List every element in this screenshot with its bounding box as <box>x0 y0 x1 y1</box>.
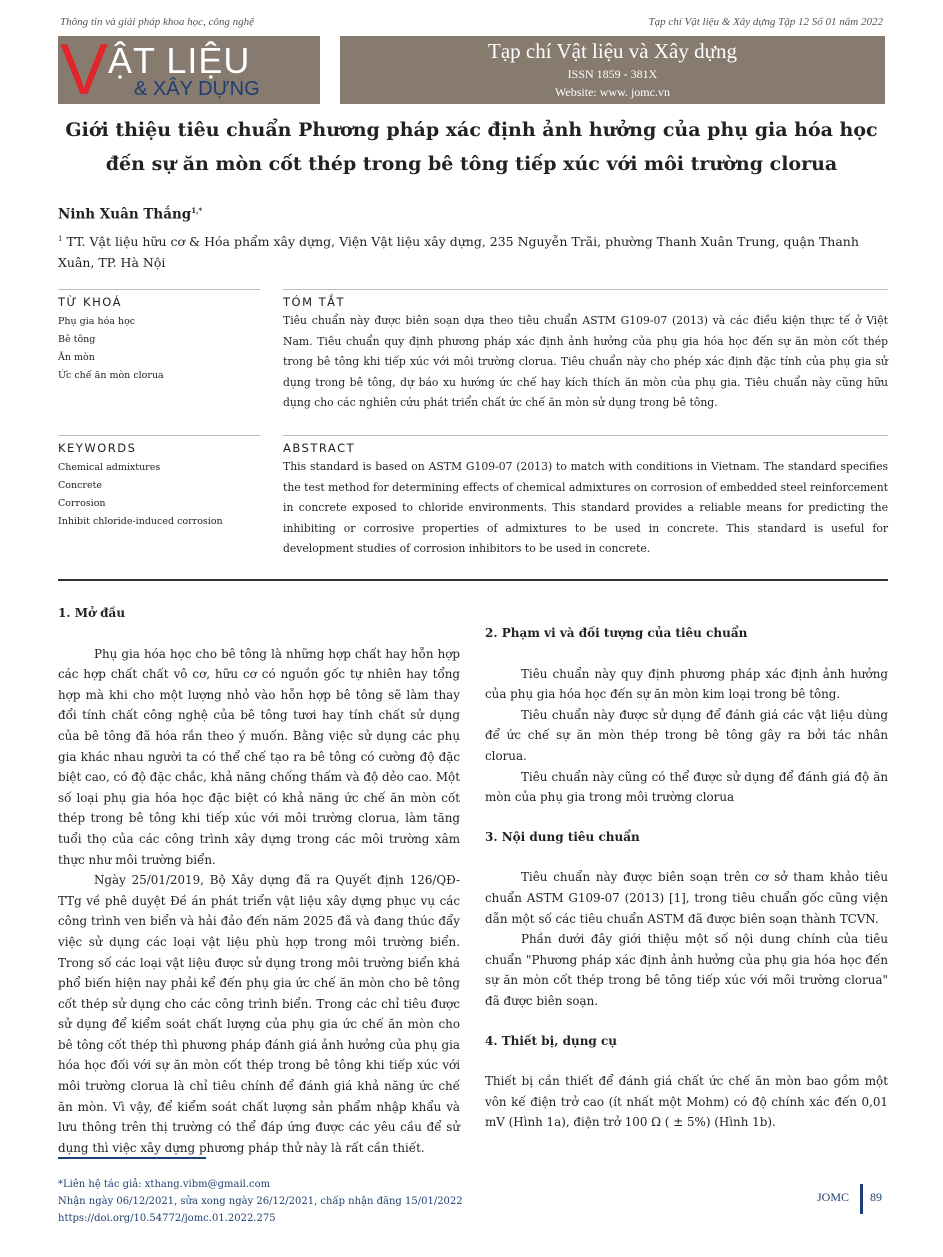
paragraph: Tiêu chuẩn này được biên soạn trên cơ sở tham khảo tiêu chuẩn ASTM G109-07 (2013) [1], trong tiêu chuẩn gốc cũng viện dẫn một số các tiêu chuẩn ASTM đã được biên soạn thành TCVN. <box>485 870 888 926</box>
paragraph: Ngày 25/01/2019, Bộ Xây dựng đã ra Quyết định 126/QĐ-TTg về phê duyệt Đề án phát triển vật liệu xây dựng phục vụ các công trình ven biển và hải đảo đến năm 2025 đã và đang thúc đẩy việc sử dụng các loại vật liệu phù hợp trong môi trường biển. Trong số các loại vật liệu được sử dụng trong môi trường biển khá phổ biến hiện nay phải kể đến phụ gia ức chế ăn mòn cho bê tông cốt thép sử dụng cho các công trình biển. Trong các chỉ tiêu được sử dụng để kiểm soát chất lượng của phụ gia ức chế ăn mòn cho bê tông cốt thép thì phương pháp đánh giá ảnh hưởng của phụ gia hóa học đối với sự ăn mòn cốt thép trong bê tông khi tiếp xúc với môi trường clorua là chỉ tiêu chính để đánh giá khả năng ức chế ăn mòn. Vì vậy, để kiểm soát chất lượng sản phẩm nhập khẩu và lưu thông trên thị trường có thể đáp ứng được các yêu cầu để sử dụng thì việc xây dựng phương pháp thử này là rất cần thiết. <box>58 873 460 1155</box>
summary-en-text: This standard is based on ASTM G109-07 (2013) to match with conditions in Vietnam. The standard specifies the test method for determining effects of chemical admixtures on corrosion of embedded steel reinforcement in concrete exposed to chloride environments. This standard provides a reliable means for predicting the inhibiting or corrosive properties of admixtures to be used in concrete. This standard is useful for development studies of corrosion inhibitors to be used in concrete. <box>283 460 888 555</box>
title-line-1: Giới thiệu tiêu chuẩn Phương pháp xác định ảnh hưởng của phụ gia hóa học <box>65 119 878 141</box>
title-line-2: đến sự ăn mòn cốt thép trong bê tông tiếp xúc với môi trường clorua <box>105 153 838 175</box>
keyword: Corrosion <box>58 498 106 509</box>
footnote-rule <box>58 1157 206 1159</box>
footnotes <box>58 1176 463 1227</box>
header-left-note: Thông tin và giải pháp khoa học, công nghệ <box>60 16 255 28</box>
keyword: Bê tông <box>58 334 96 345</box>
section-3-heading: 3. Nội dung tiêu chuẩn <box>485 829 640 844</box>
journal-banner <box>340 36 885 104</box>
affiliation-sup: 1 <box>58 235 63 243</box>
keyword: Inhibit chloride-induced corrosion <box>58 516 223 527</box>
journal-issn: ISSN 1859 - 381X <box>567 67 658 81</box>
section-1-heading: 1. Mở đầu <box>58 606 126 620</box>
left-column <box>58 603 460 1158</box>
doi-link[interactable]: https://doi.org/10.54772/jomc.01.2022.275 <box>58 1213 276 1224</box>
keyword: Concrete <box>58 480 103 491</box>
footer-divider <box>860 1184 863 1214</box>
keyword: Chemical admixtures <box>58 462 161 473</box>
keywords-en-heading: KEYWORDS <box>58 435 260 455</box>
section-divider <box>58 579 888 581</box>
logo-sub: & XÂY DỰNG <box>134 78 260 100</box>
summary-en <box>283 435 888 560</box>
journal-logo <box>58 30 320 110</box>
paragraph: Thiết bị cần thiết để đánh giá chất ức chế ăn mòn bao gồm một vôn kế điện trở cao (ít nhất một Mohm) có độ chính xác đến 0,01 mV (Hình 1a), điện trở 100 Ω ( ± 5%) (Hình 1b). <box>485 1074 888 1130</box>
summary-vi <box>283 289 888 414</box>
keyword: Ức chế ăn mòn clorua <box>58 370 164 381</box>
article-title <box>40 113 903 181</box>
journal-name: Tạp chí Vật liệu và Xây dựng <box>488 39 737 63</box>
logo-main: ẬT LIỆU <box>108 40 251 81</box>
author <box>58 206 202 223</box>
paragraph: Phụ gia hóa học cho bê tông là những hợp chất hay hỗn hợp các hợp chất chất vô cơ, hữu cơ có nguồn gốc tự nhiên hay tổng hợp mà khi cho một lượng nhỏ vào hỗn hợp bê tông sẽ làm thay đổi tính chất công nghệ của bê tông tươi hay tính chất sử dụng của bê tông đã hóa rắn theo ý muốn. Bằng việc sử dụng các phụ gia khác nhau người ta có thể chế tạo ra bê tông có cường độ đặc biệt cao, có độ đặc chắc, khả năng chống thấm và độ dẻo cao. Một số loại phụ gia hóa học đặc biệt có khả năng ức chế ăn mòn cốt thép trong bê tông khi tiếp xúc với môi trường clorua, làm tăng tuổi thọ của các công trình xây dựng trong các môi trường xâm thực như môi trường biển. <box>58 646 460 867</box>
page-number: 89 <box>870 1190 882 1204</box>
author-sup: 1,* <box>191 206 203 215</box>
paragraph: Tiêu chuẩn này quy định phương pháp xác định ảnh hưởng của phụ gia hóa học đến sự ăn mòn kim loại trong bê tông. <box>485 666 888 702</box>
paragraph: Tiêu chuẩn này cũng có thể được sử dụng để đánh giá độ ăn mòn của phụ gia trong môi trường clorua <box>485 769 888 805</box>
keywords-vi <box>58 289 260 385</box>
summary-vi-heading: TÓM TẮT <box>283 289 888 309</box>
summary-en-heading: ABSTRACT <box>283 435 888 455</box>
header-right-note: Tạp chí Vật liệu & Xây dựng Tập 12 Số 01 năm 2022 <box>648 16 883 28</box>
right-column <box>485 623 888 1133</box>
keywords-vi-heading: TỪ KHOÁ <box>58 289 260 309</box>
keyword: Ăn mòn <box>58 352 95 363</box>
section-2-heading: 2. Phạm vi và đối tượng của tiêu chuẩn <box>485 626 748 640</box>
section-4-heading: 4. Thiết bị, dụng cụ <box>485 1033 618 1048</box>
journal-website: Website: www. jomc.vn <box>555 85 670 99</box>
paragraph: Tiêu chuẩn này được sử dụng để đánh giá các vật liệu dùng để ức chế sự ăn mòn thép trong bê tông gây ra bởi tác nhân clorua. <box>485 707 888 763</box>
logo-v: V <box>60 30 109 110</box>
affiliation-text: TT. Vật liệu hữu cơ & Hóa phẩm xây dựng, Viện Vật liệu xây dựng, 235 Nguyễn Trãi, phường Thanh Xuân Trung, quận Thanh Xuân, TP. Hà Nội <box>58 234 859 271</box>
keywords-en <box>58 435 260 531</box>
contact-email: *Liên hệ tác giả: xthang.vibm@gmail.com <box>58 1179 271 1190</box>
keyword: Phụ gia hóa học <box>58 316 136 327</box>
author-name: Ninh Xuân Thắng <box>58 206 192 223</box>
summary-vi-text: Tiêu chuẩn này được biên soạn dựa theo tiêu chuẩn ASTM G109-07 (2013) và các điều kiện thực tế ở Việt Nam. Tiêu chuẩn quy định phương pháp xác định ảnh hưởng của phụ gia hóa học đến sự ăn mòn cốt thép trong bê tông khi tiếp xúc với môi trường clorua. Tiêu chuẩn này cho phép xác định đặc tính của phụ gia sử dụng trong bê tông, dự báo xu hướng ức chế hay kích thích ăn mòn của phụ gia. Tiêu chuẩn này cũng hữu dụng cho các nghiên cứu phát triển chất ức chế ăn mòn sử dụng trong bê tông. <box>283 314 888 409</box>
paragraph: Phần dưới đây giới thiệu một số nội dung chính của tiêu chuẩn "Phương pháp xác định ảnh hưởng của phụ gia hóa học đến sự ăn mòn cốt thép trong bê tông tiếp xúc với môi trường clorua" đã được biên soạn. <box>485 932 888 1008</box>
article-dates: Nhận ngày 06/12/2021, sửa xong ngày 26/12/2021, chấp nhận đăng 15/01/2022 <box>58 1196 463 1207</box>
journal-abbr: JOMC <box>817 1190 850 1204</box>
affiliation <box>58 229 888 273</box>
